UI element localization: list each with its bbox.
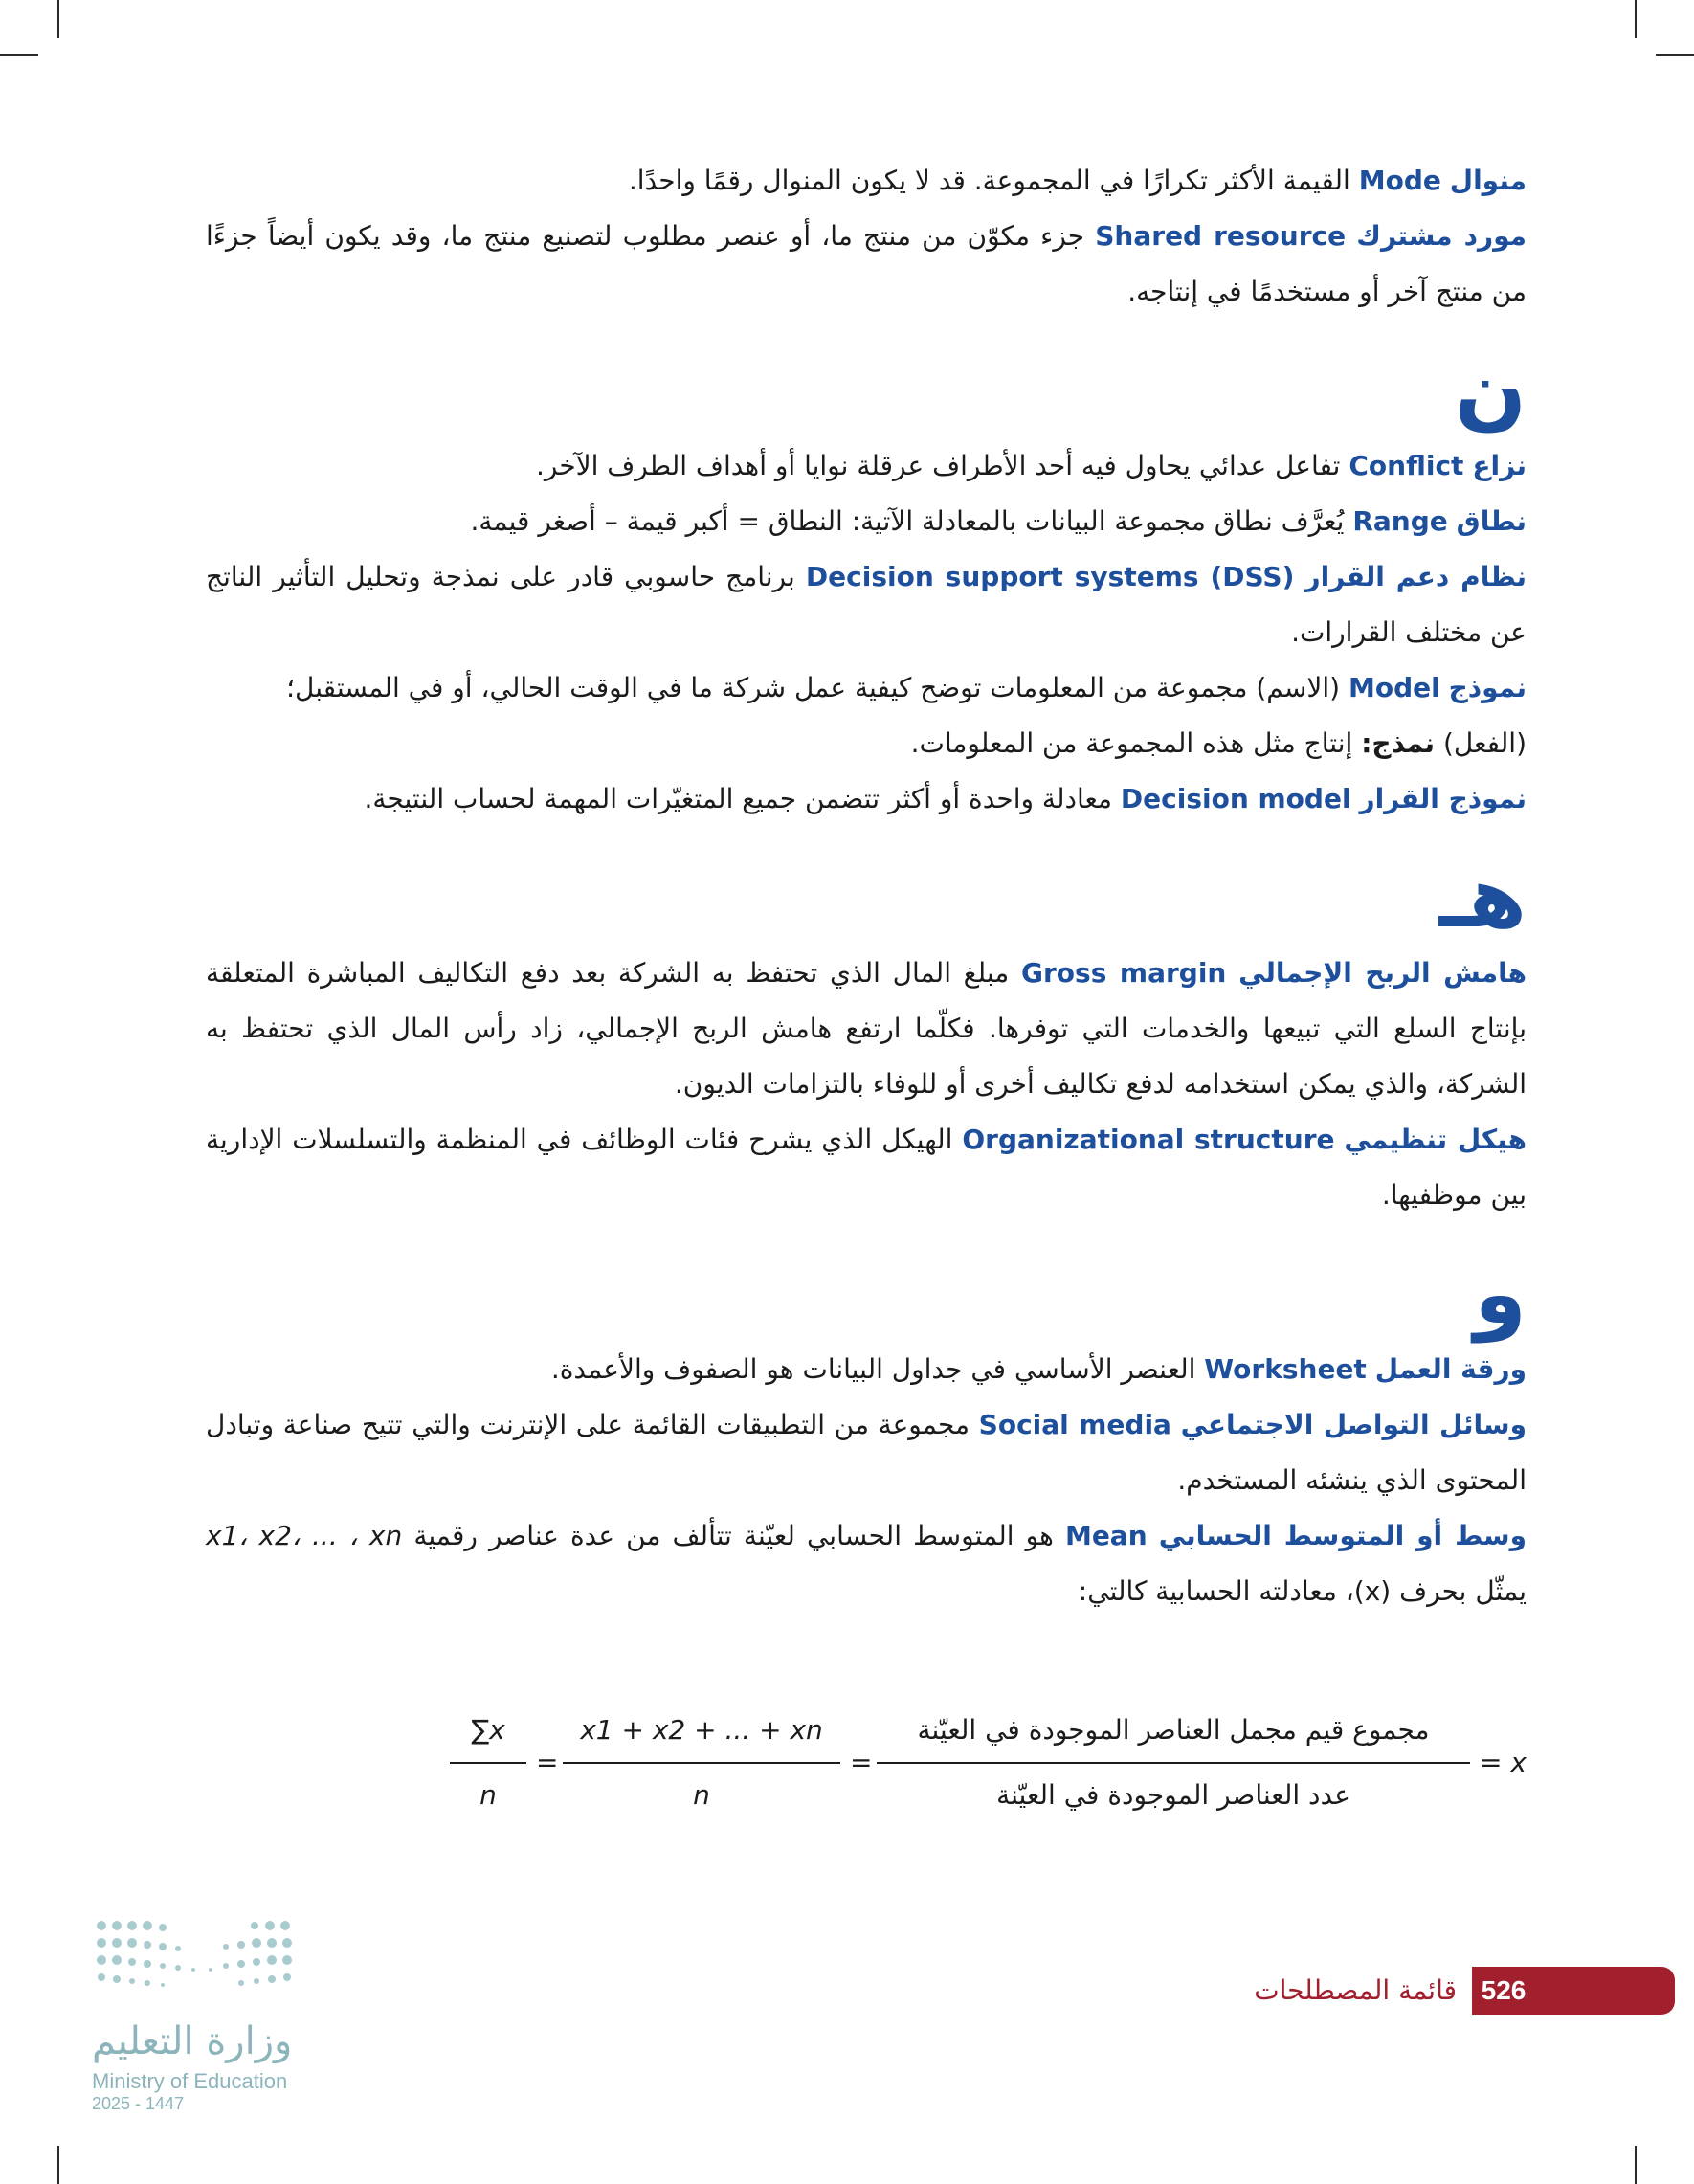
section-letter-waw: و <box>1474 1244 1527 1343</box>
crop-mark <box>57 0 59 38</box>
ministry-logo <box>92 1914 312 2113</box>
logo-arabic-text: وزارة التعليم <box>92 2019 293 2063</box>
section-letter-ha: هـ <box>1438 848 1527 947</box>
section-letter-noon: ن <box>1454 341 1527 439</box>
fraction-bar <box>877 1762 1470 1764</box>
fraction-denominator: عدد العناصر الموجودة في العيّنة <box>996 1779 1350 1811</box>
fraction-expansion <box>563 1708 840 1817</box>
footer-title: قائمة المصطلحات <box>1254 1974 1457 2006</box>
glossary-entry-gross-margin <box>206 946 1527 1112</box>
term-english: Shared resource <box>1095 220 1347 252</box>
glossary-entry-decision-model <box>206 771 1527 827</box>
variables: x1، x2، ... ، xn <box>206 1520 403 1551</box>
term-arabic: نموذج <box>1448 672 1527 703</box>
term-english: Gross margin <box>1021 957 1227 989</box>
definition: جزء مكوّن من منتج ما، أو عنصر مطلوب لتصنيع منتج ما، وقد يكون أيضاً جزءًا من منتج آخر أو مستخدمًا في إنتاجه. <box>206 220 1527 307</box>
crop-mark <box>1635 0 1637 38</box>
glossary-entry-range <box>206 494 1527 549</box>
term-arabic: نظام دعم القرار <box>1304 561 1527 592</box>
glossary-entry-conflict <box>206 438 1527 494</box>
term-english: Mode <box>1358 165 1441 196</box>
term-english: Conflict <box>1349 450 1464 481</box>
glossary-entry-mean <box>206 1508 1527 1619</box>
glossary-content <box>206 153 1527 1619</box>
glossary-entry-dss <box>206 549 1527 660</box>
glossary-entry-shared-resource <box>206 209 1527 320</box>
logo-english-text: Ministry of Education <box>92 2069 288 2093</box>
definition: برنامج حاسوبي قادر على نمذجة وتحليل التأثير الناتج عن مختلف القرارات. <box>206 561 1527 648</box>
logo-year: 2025 - 1447 <box>92 2094 185 2113</box>
page-number: 526 <box>1472 1967 1535 2015</box>
glossary-entry-model <box>206 660 1527 771</box>
term-arabic: نزاع <box>1472 450 1527 481</box>
crop-mark <box>57 2146 59 2184</box>
term-arabic: ورقة العمل <box>1374 1353 1527 1385</box>
glossary-entry-mode <box>206 153 1527 209</box>
term-arabic: هيكل تنظيمي <box>1344 1124 1527 1155</box>
definition: يُعرَّف نطاق مجموعة البيانات بالمعادلة الآتية: النطاق = أكبر قيمة – أصغر قيمة. <box>470 505 1345 537</box>
fraction-denominator: n <box>479 1779 497 1811</box>
definition: هو المتوسط الحسابي لعيّنة تتألف من عدة عناصر رقمية <box>413 1520 1054 1551</box>
definition-verb-label: (الفعل) <box>1442 727 1527 759</box>
equals-sign: = <box>536 1747 559 1778</box>
definition: العنصر الأساسي في جداول البيانات هو الصفوف والأعمدة. <box>550 1353 1196 1385</box>
term-english: Decision model <box>1120 783 1351 814</box>
fraction-sum <box>450 1708 526 1817</box>
term-arabic: مورد مشترك <box>1356 220 1527 252</box>
fraction-denominator: n <box>693 1779 710 1811</box>
term-english: Model <box>1348 672 1440 703</box>
fraction-bar <box>563 1762 840 1764</box>
definition-verb: نمذج: <box>1361 727 1436 759</box>
definition: الهيكل الذي يشرح فئات الوظائف في المنظمة والتسلسلات الإدارية بين موظفيها. <box>206 1124 1527 1211</box>
definition: معادلة واحدة أو أكثر تتضمن جميع المتغيّرات المهمة لحساب النتيجة. <box>364 783 1112 814</box>
term-english: Organizational structure <box>962 1124 1335 1155</box>
crop-mark <box>1635 2146 1637 2184</box>
term-english: Social media <box>978 1409 1171 1440</box>
term-english: Worksheet <box>1204 1353 1367 1385</box>
definition: (الاسم) مجموعة من المعلومات توضح كيفية عمل شركة ما في الوقت الحالي، أو في المستقبل؛ <box>286 672 1341 703</box>
term-english: Range <box>1352 505 1448 537</box>
equals-sign: = <box>850 1747 873 1778</box>
definition: إنتاج مثل هذه المجموعة من المعلومات. <box>910 727 1353 759</box>
fraction-numerator: x1 + x2 + ... + xn <box>580 1714 823 1746</box>
term-arabic: هامش الربح الإجمالي <box>1238 957 1527 989</box>
glossary-entry-org-structure <box>206 1112 1527 1223</box>
definition: مبلغ المال الذي تحتفظ به الشركة بعد دفع التكاليف المباشرة المتعلقة بإنتاج السلع التي تبيعها والخدمات التي توفرها. فكلّما ارتفع هامش الربح الإجمالي، زاد رأس المال الذي تحتفظ به الشركة، والذي يمكن استخدامه لدفع تكاليف أخرى أو للوفاء بالتزامات الديون. <box>206 957 1527 1100</box>
term-english: Decision support systems (DSS) <box>805 561 1295 592</box>
term-arabic: نطاق <box>1456 505 1527 537</box>
dots-pattern-icon <box>92 1914 302 2010</box>
term-arabic: وسط أو المتوسط الحسابي <box>1158 1520 1527 1551</box>
glossary-entry-social-media <box>206 1397 1527 1508</box>
formula-lhs: x = <box>1480 1747 1527 1778</box>
glossary-entry-worksheet <box>206 1342 1527 1397</box>
term-arabic: وسائل التواصل الاجتماعي <box>1180 1409 1527 1440</box>
fraction-numerator: مجموع قيم مجمل العناصر الموجودة في العيّنة <box>917 1714 1430 1746</box>
term-arabic: نموذج القرار <box>1359 783 1527 814</box>
fraction-numerator: ∑x <box>471 1714 505 1746</box>
definition: تفاعل عدائي يحاول فيه أحد الأطراف عرقلة نوايا أو أهداف الطرف الآخر. <box>535 450 1341 481</box>
fraction-bar <box>450 1762 526 1764</box>
definition: مجموعة من التطبيقات القائمة على الإنترنت والتي تتيح صناعة وتبادل المحتوى الذي ينشئه المستخدم. <box>206 1409 1527 1496</box>
crop-mark <box>0 54 38 56</box>
crop-mark <box>1656 54 1694 56</box>
definition: يمثّل بحرف (x)، معادلته الحسابية كالتي: <box>1078 1575 1527 1607</box>
fraction-words <box>877 1708 1470 1817</box>
mean-formula <box>450 1708 1531 1833</box>
definition: القيمة الأكثر تكرارًا في المجموعة. قد لا يكون المنوال رقمًا واحدًا. <box>628 165 1350 196</box>
term-arabic: منوال <box>1449 165 1527 196</box>
term-english: Mean <box>1064 1520 1148 1551</box>
